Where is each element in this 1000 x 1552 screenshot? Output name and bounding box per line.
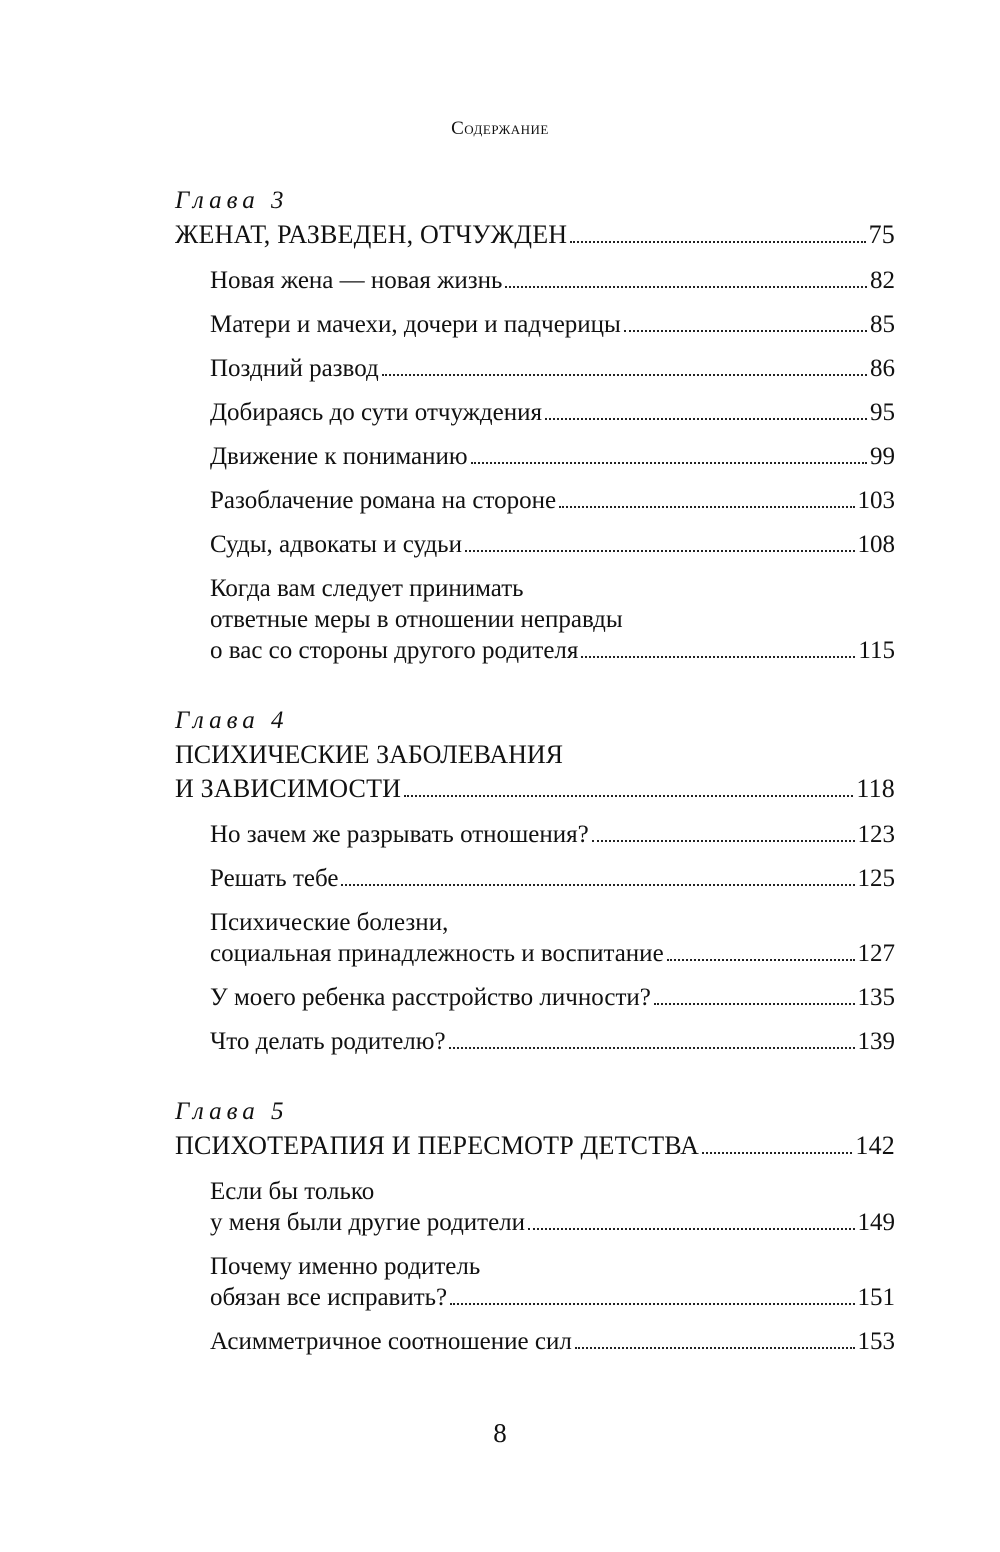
entry-row <box>210 309 895 340</box>
dot-leader <box>667 959 855 961</box>
dot-leader <box>545 418 867 420</box>
chapter-title: ЖЕНАТ, РАЗВЕДЕН, ОТЧУЖДЕН <box>175 220 568 249</box>
entry-title: Асимметричное соотношение сил <box>210 1328 572 1355</box>
chapter-title-row[interactable] <box>175 772 895 806</box>
dot-leader <box>505 286 867 288</box>
entry-row <box>210 1326 895 1357</box>
toc-entry[interactable] <box>210 819 895 850</box>
entry-page-number: 86 <box>870 355 895 382</box>
entry-row <box>210 1282 895 1313</box>
chapter-label: Глава 3 <box>175 187 289 214</box>
entry-title-line: Почему именно родитель <box>210 1253 481 1280</box>
entry-page-number: 151 <box>857 1284 895 1311</box>
toc-entry[interactable] <box>210 907 895 969</box>
chapter-block <box>175 184 895 666</box>
dot-leader <box>624 330 867 332</box>
toc-entry[interactable] <box>210 485 895 516</box>
dot-leader <box>581 656 855 658</box>
entry-page-number: 99 <box>870 443 895 470</box>
entry-title: У моего ребенка расстройство личности? <box>210 984 651 1011</box>
dot-leader <box>450 1303 854 1305</box>
toc-entry[interactable] <box>210 982 895 1013</box>
entry-row <box>210 1026 895 1057</box>
chapter-block <box>175 1095 895 1357</box>
entry-row <box>210 441 895 472</box>
toc-entry[interactable] <box>210 573 895 666</box>
chapter-label: Глава 4 <box>175 707 289 734</box>
toc-entry[interactable] <box>210 309 895 340</box>
toc-entry[interactable] <box>210 1026 895 1057</box>
toc-entry[interactable] <box>210 265 895 296</box>
section-list <box>175 819 895 1057</box>
entry-title: социальная принадлежность и воспитание <box>210 940 664 967</box>
entry-page-number: 139 <box>857 1028 895 1055</box>
entry-title: Добираясь до сути отчуждения <box>210 399 542 426</box>
entry-title: Суды, адвокаты и судьи <box>210 531 462 558</box>
entry-title: о вас со стороны другого родителя <box>210 637 579 664</box>
entry-title: обязан все исправить? <box>210 1284 448 1311</box>
entry-row <box>210 635 895 666</box>
entry-title: Движение к пониманию <box>210 443 468 470</box>
entry-page-number: 153 <box>857 1328 895 1355</box>
dot-leader <box>449 1047 855 1049</box>
entry-title-line: ответные меры в отношении неправды <box>210 606 623 633</box>
toc-entry[interactable] <box>210 441 895 472</box>
entry-row <box>210 265 895 296</box>
entry-page-number: 115 <box>858 637 895 664</box>
chapter-page-number: 118 <box>856 774 895 803</box>
entry-title: Решать тебе <box>210 865 339 892</box>
chapter-title: ПСИХОТЕРАПИЯ И ПЕРЕСМОТР ДЕТСТВА <box>175 1131 700 1160</box>
section-list <box>175 1176 895 1357</box>
entry-row <box>210 529 895 560</box>
entry-page-number: 108 <box>857 531 895 558</box>
entry-page-number: 135 <box>857 984 895 1011</box>
chapter-page-number: 75 <box>868 220 895 249</box>
entry-row <box>210 485 895 516</box>
chapter-block <box>175 704 895 1057</box>
dot-leader <box>465 550 855 552</box>
dot-leader <box>471 462 867 464</box>
entry-title: Поздний развод <box>210 355 379 382</box>
chapter-title-line: ПСИХИЧЕСКИЕ ЗАБОЛЕВАНИЯ <box>175 740 563 769</box>
chapter-title-row[interactable] <box>175 218 895 252</box>
entry-page-number: 103 <box>857 487 895 514</box>
entry-page-number: 85 <box>870 311 895 338</box>
toc-entry[interactable] <box>210 353 895 384</box>
dot-leader <box>570 241 865 243</box>
dot-leader <box>702 1152 852 1154</box>
entry-page-number: 82 <box>870 267 895 294</box>
entry-row <box>210 397 895 428</box>
toc-entry[interactable] <box>210 1176 895 1238</box>
entry-page-number: 149 <box>857 1209 895 1236</box>
toc-entry[interactable] <box>210 1251 895 1313</box>
entry-title: Новая жена — новая жизнь <box>210 267 503 294</box>
dot-leader <box>559 506 854 508</box>
dot-leader <box>382 374 867 376</box>
dot-leader <box>404 795 853 797</box>
entry-title-line: Если бы только <box>210 1178 375 1205</box>
toc-entry[interactable] <box>210 863 895 894</box>
dot-leader <box>654 1003 855 1005</box>
entry-title: Матери и мачехи, дочери и падчерицы <box>210 311 621 338</box>
dot-leader <box>575 1347 855 1349</box>
chapter-label: Глава 5 <box>175 1098 289 1125</box>
section-list <box>175 265 895 666</box>
entry-row <box>210 819 895 850</box>
running-header: Содержание <box>451 118 549 139</box>
chapter-title-row[interactable] <box>175 1129 895 1163</box>
entry-title: Но зачем же разрывать отношения? <box>210 821 589 848</box>
entry-page-number: 123 <box>857 821 895 848</box>
entry-title: у меня были другие родители <box>210 1209 526 1236</box>
entry-title-line: Психические болезни, <box>210 909 449 936</box>
page-number: 8 <box>493 1418 507 1448</box>
toc-entry[interactable] <box>210 397 895 428</box>
entry-row <box>210 982 895 1013</box>
entry-row <box>210 938 895 969</box>
entry-title: Разоблачение романа на стороне <box>210 487 557 514</box>
toc-entry[interactable] <box>210 529 895 560</box>
dot-leader <box>528 1228 854 1230</box>
entry-title: Что делать родителю? <box>210 1028 446 1055</box>
toc-entry[interactable] <box>210 1326 895 1357</box>
entry-page-number: 95 <box>870 399 895 426</box>
chapter-title: И ЗАВИСИМОСТИ <box>175 774 402 803</box>
entry-page-number: 127 <box>857 940 895 967</box>
table-of-contents <box>175 184 895 1395</box>
entry-page-number: 125 <box>857 865 895 892</box>
dot-leader <box>592 840 855 842</box>
entry-row <box>210 863 895 894</box>
entry-title-line: Когда вам следует принимать <box>210 575 524 602</box>
entry-row <box>210 1207 895 1238</box>
entry-row <box>210 353 895 384</box>
chapter-page-number: 142 <box>855 1131 895 1160</box>
dot-leader <box>341 884 854 886</box>
